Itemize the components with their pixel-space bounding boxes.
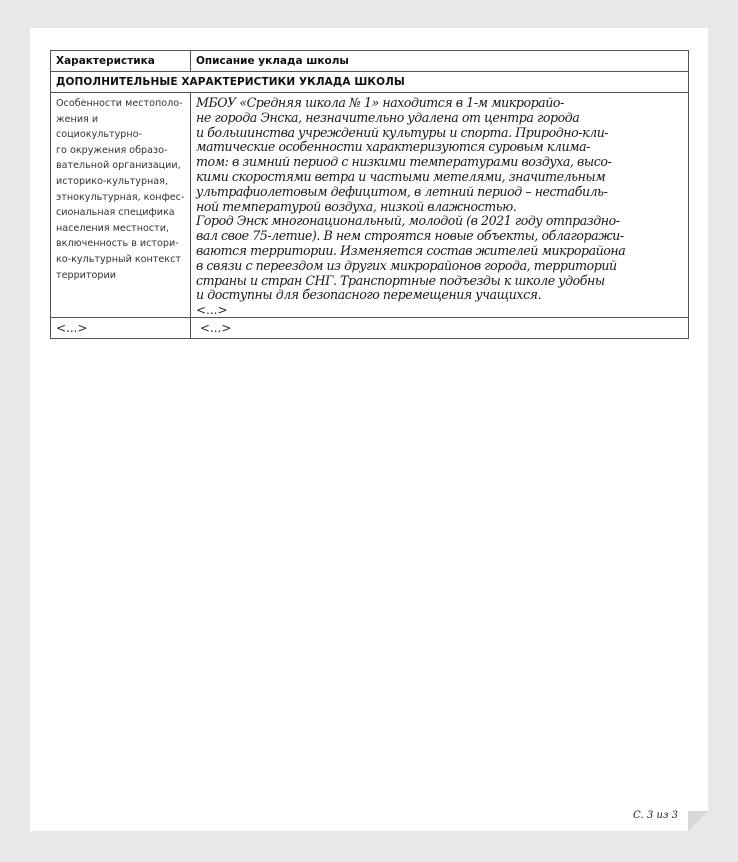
page-number: С. 3 из 3: [633, 810, 678, 821]
section-title: ДОПОЛНИТЕЛЬНЫЕ ХАРАКТЕРИСТИКИ УКЛАДА ШКОЛЫ: [51, 72, 689, 93]
characteristic-cell: [51, 93, 191, 318]
description-cell: [191, 93, 689, 318]
header-description: Описание уклада школы: [191, 51, 689, 72]
table-row-placeholder: [51, 318, 689, 339]
header-characteristic: Характеристика: [51, 51, 191, 72]
placeholder-cell-2-text: <...>: [199, 321, 232, 336]
description-text: МБОУ «Средняя школа № 1» находится в 1-м микрорайо- не города Энска, незначительно удалена от центра города и большинства учреждений культуры и спорта. Природно-кли- матические особенности характеризуются суровым клима- том: в зимний период с низкими температурами воздуха, высо- кими скоростями ветра и частыми метелями, значительным ультрафиолетовым дефицитом, в летний период – нестабиль- ной температурой воздуха, низкой влажностью. Город Энск многонациональный, молодой (в 2021 году отпраздно- вал свое 75-летие). В нем строятся новые объекты, облагоражи- ваются территории. Изменяется состав жителей микрорайона в связи с переездом из других микрорайонов города, территорий страны и стран СНГ. Транспортные подъезды к школе удобны и доступны для безопасного перемещения учащихся.: [196, 95, 626, 303]
characteristic-text: Особенности местополо- жения и социокультурно- го окружения образо- вательной организации, историко-культурная, этнокультурная, конфес- сиональная специфика населения местности, включенность в истори- ко-культурный контекст территории: [56, 98, 185, 281]
table-row: [51, 93, 689, 318]
characteristics-table: [50, 50, 689, 339]
placeholder-cell-1: <...>: [51, 318, 191, 339]
document-page: [30, 28, 708, 831]
description-ellipsis: <...>: [196, 303, 228, 318]
placeholder-cell-2: [191, 318, 689, 339]
section-row: [51, 72, 689, 93]
folded-corner: [688, 811, 708, 831]
table-header-row: [51, 51, 689, 72]
